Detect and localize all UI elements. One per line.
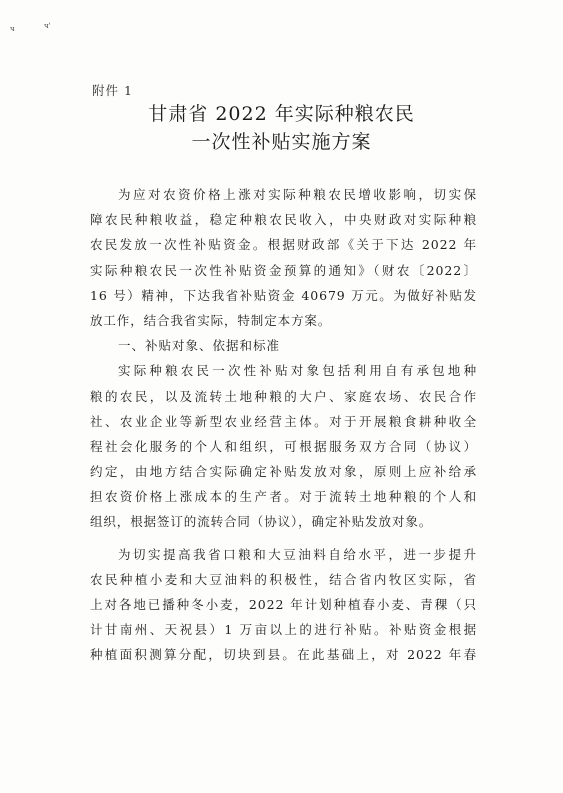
paragraph-line: 组织，根据签订的流转合同（协议），确定补贴发放对象。	[90, 514, 433, 530]
paragraph-line: 担农资价格上涨成本的生产者。对于流转土地种粮的个人和	[90, 489, 477, 505]
paragraph-line: 计甘南州、天祝县）1 万亩以上的进行补贴。补贴资金根据	[90, 622, 477, 638]
paragraph-line: 社、农业企业等新型农业经营主体。对于开展粮食耕种收全	[90, 413, 477, 429]
paragraph-line: 放工作，结合我省实际，特制定本方案。	[90, 312, 332, 328]
paragraph-line: 粮的农民，以及流转土地种粮的大户、家庭农场、农民合作	[90, 388, 477, 404]
document-body	[90, 182, 477, 668]
paragraph-line: 16 号）精神，下达我省补贴资金 40679 万元。为做好补贴发	[90, 287, 477, 303]
attachment-label: 附件 1	[92, 83, 133, 98]
paragraph-line: 实际种粮农民一次性补贴对象包括利用自有承包地种	[118, 363, 477, 379]
scan-mark: ч	[10, 25, 15, 33]
section-heading: 一、补贴对象、依据和标准	[118, 338, 281, 354]
paragraph-intro	[90, 182, 477, 333]
paragraph-line: 农民种植小麦和大豆油料的积极性，结合省内牧区实际，省	[90, 571, 477, 587]
scan-mark: ч'	[44, 22, 51, 30]
paragraph-section1-2	[90, 542, 477, 668]
paragraph-line: 障农民种粮收益，稳定种粮农民收入，中央财政对实际种粮	[90, 212, 477, 228]
paragraph-line: 程社会化服务的个人和组织，可根据服务双方合同（协议）	[90, 438, 477, 454]
paragraph-line: 约定，由地方结合实际确定补贴发放对象，原则上应补给承	[90, 464, 477, 480]
document-title-line-2: 一次性补贴实施方案	[191, 131, 372, 153]
paragraph-line: 上对各地已播种冬小麦，2022 年计划种植春小麦、青稞（只	[90, 597, 477, 612]
paragraph-line: 种植面积测算分配，切块到县。在此基础上，对 2022 年春	[90, 647, 477, 663]
paragraph-line: 农民发放一次性补贴资金。根据财政部《关于下达 2022 年	[90, 237, 477, 253]
document-title-line-1: 甘肃省 2022 年实际种粮农民	[148, 103, 415, 125]
paragraph-line: 为应对农资价格上涨对实际种粮农民增收影响，切实保	[118, 187, 477, 202]
paragraph-line: 实际种粮农民一次性补贴资金预算的通知》（财农〔2022〕	[90, 262, 477, 278]
paragraph-line: 为切实提高我省口粮和大豆油料自给水平，进一步提升	[118, 546, 477, 562]
paragraph-section1-1	[90, 358, 477, 534]
